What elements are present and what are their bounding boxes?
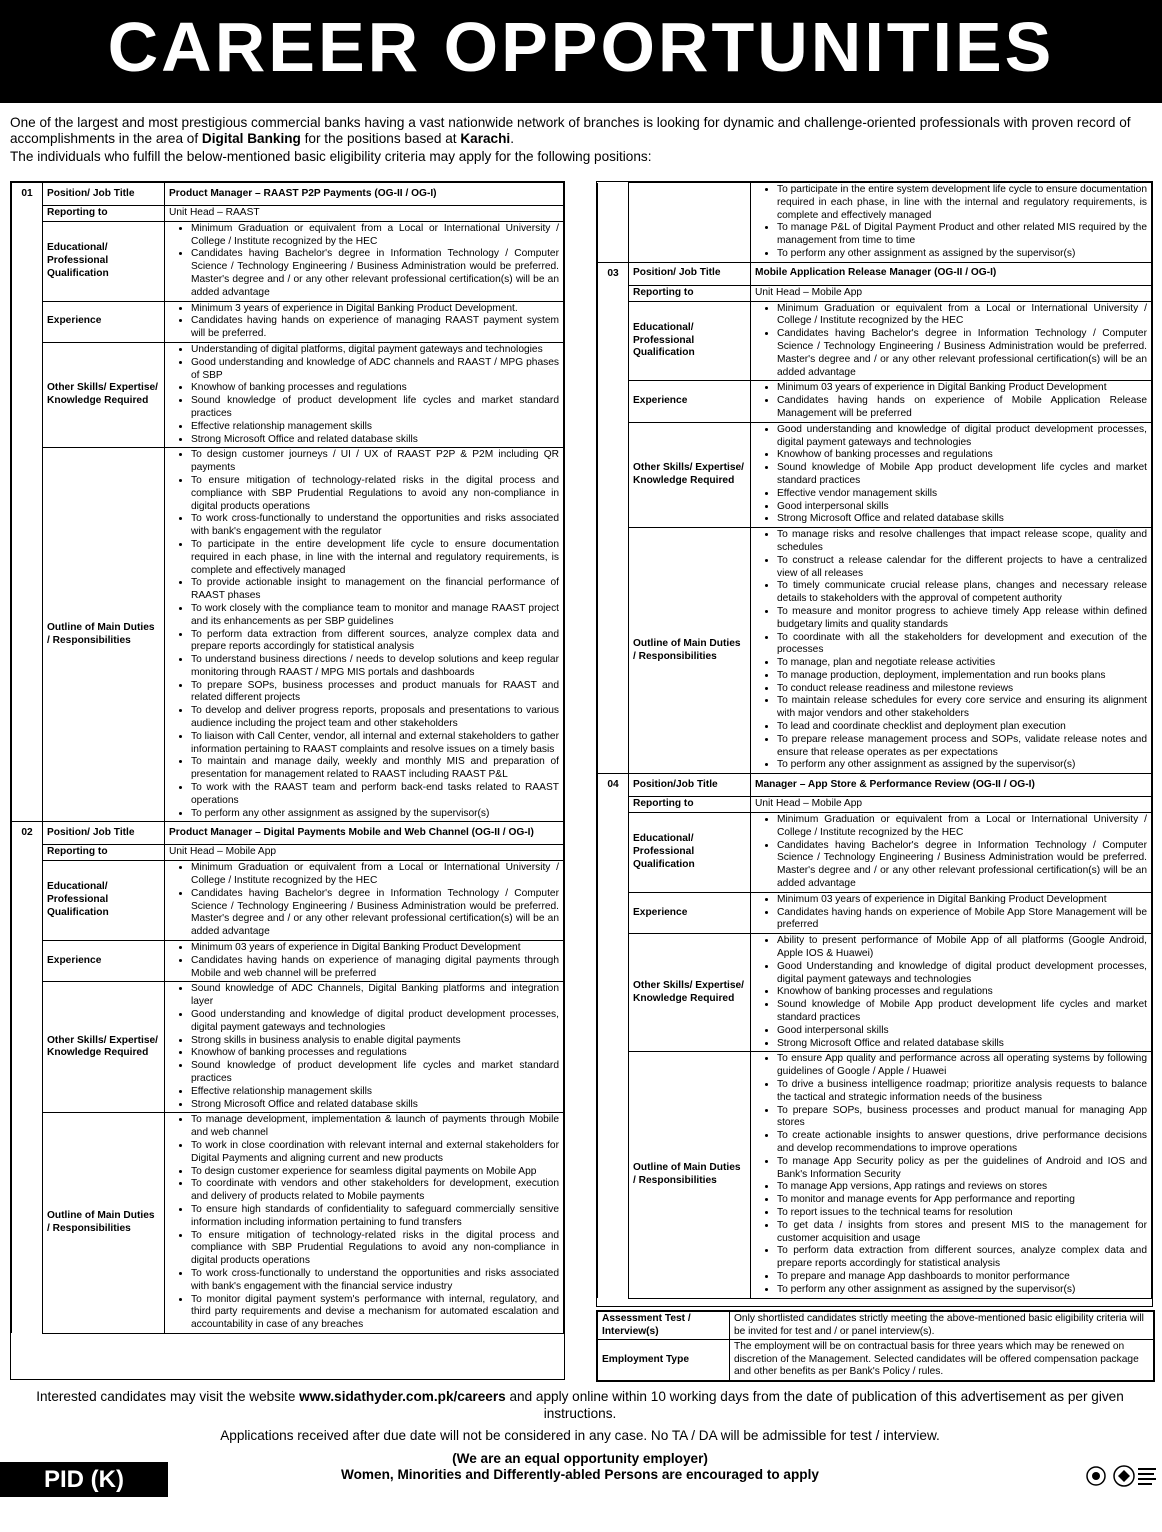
- duty-item: • To understand business directions / needs to develop solutions and keep regular monitoring through RAAST / MPG MIS portals and dashboards: [191, 654, 559, 680]
- experience-row: [598, 892, 1152, 933]
- reporting-label: Reporting to: [43, 206, 165, 222]
- skills-content: [165, 342, 564, 447]
- duty-item: • To maintain and manage daily, weekly and monthly MIS and preparation of presentation for management related to RAAST including RAAST P&L: [191, 756, 559, 782]
- apply-text-a: Interested candidates may visit the website: [36, 1389, 300, 1404]
- duty-item: • To maintain release schedules for every core service and ensuring its alignment with major vendors and other stakeholders: [777, 695, 1147, 721]
- reporting-content: [751, 797, 1152, 813]
- education-item: • Minimum Graduation or equivalent from a Local or International University / College / Institute recognized by the HEC: [777, 814, 1147, 840]
- duties-continuation-row: [598, 183, 1152, 263]
- skill-item: • Knowhow of banking processes and regulations: [777, 449, 1147, 462]
- reporting-to-value: Unit Head – RAAST: [169, 207, 260, 218]
- experience-item: • Candidates having hands on experience of managing digital payments through Mobile and web channel will be preferred: [191, 955, 559, 981]
- education-content: [165, 221, 564, 301]
- row-spacer: [598, 422, 629, 527]
- duty-item: • To report issues to the technical teams for resolution: [777, 1207, 1147, 1220]
- row-spacer: [598, 892, 629, 933]
- duty-item: • To manage App versions, App ratings and reviews on stores: [777, 1181, 1147, 1194]
- duty-item: • To ensure App quality and performance across all operating systems by following guidelines of Google / Apple / Huawei: [777, 1053, 1147, 1079]
- apply-text-b: and apply online within 10 working days from the date of publication of this advertisement as per given instructions.: [505, 1389, 1124, 1421]
- row-spacer: [12, 342, 43, 447]
- experience-row: [12, 301, 564, 342]
- experience-label: Experience: [629, 892, 751, 933]
- duty-item: • To construct a release calendar for the different projects to have a centralized view of all releases: [777, 555, 1147, 581]
- row-spacer: [12, 845, 43, 861]
- position-number: 03: [598, 262, 629, 285]
- experience-row: [598, 381, 1152, 422]
- experience-content: [165, 941, 564, 982]
- employment-row: [598, 1340, 1154, 1381]
- skills-label: Other Skills/ Expertise/ Knowledge Required: [629, 934, 751, 1052]
- experience-item: • Minimum 3 years of experience in Digital Banking Product Development.: [191, 303, 559, 316]
- education-item: • Minimum Graduation or equivalent from a Local or International University / College / Institute recognized by the HEC: [191, 223, 559, 249]
- education-item: • Candidates having Bachelor's degree in Information Technology / Computer Science / Technology Engineering / Business Administration would be preferred. Master's degree and / or any other relevant professional certification(s) will be an added advantage: [777, 328, 1147, 379]
- row-spacer: [598, 381, 629, 422]
- duty-item: • To participate in the entire development life cycle to ensure documentation required in each phase, in line with the internal and regulatory requirements, is complete and effectively managed: [191, 539, 559, 577]
- education-row: [598, 813, 1152, 893]
- position-title: Product Manager – RAAST P2P Payments (OG-II / OG-I): [165, 183, 564, 206]
- skill-list: [755, 424, 1147, 526]
- duty-item: • To manage App Security policy as per the guidelines of Android and IOS and Bank's Information Security: [777, 1156, 1147, 1182]
- position-title: Mobile Application Release Manager (OG-II / OG-I): [751, 262, 1152, 285]
- education-list: [169, 223, 559, 300]
- duty-item: • To design customer experience for seamless digital payments on Mobile App: [191, 1166, 559, 1179]
- intro-text-a: One of the largest and most prestigious commercial banks having a vast nationwide network of branches is looking for dynamic and challenge-oriented professionals with proven record of accomplishments in the area of: [10, 115, 1131, 146]
- duty-item: • To monitor digital payment system's performance with internal, regulatory, and third party requirements and devise a mechanism for automated escalation and accountability in case of any breaches: [191, 1294, 559, 1332]
- skill-list: [169, 983, 559, 1111]
- duty-item: • To ensure mitigation of technology-related risks in the digital process and compliance with SBP Prudential Regulations to avoid any non-compliance in digital products operations: [191, 475, 559, 513]
- experience-list: [169, 303, 559, 341]
- duty-item: • To lead and coordinate checklist and deployment plan execution: [777, 721, 1147, 734]
- skill-item: • Ability to present performance of Mobile App of all platforms (Google Android, Apple IOS & Huawei): [777, 935, 1147, 961]
- experience-list: [755, 382, 1147, 420]
- skill-item: • Sound knowledge of Mobile App product development life cycles and market standard practices: [777, 462, 1147, 488]
- intro-eligibility: The individuals who fulfill the below-mentioned basic eligibility criteria may apply for the following positions:: [10, 149, 652, 164]
- duties-label: Outline of Main Duties / Responsibilities: [629, 528, 751, 774]
- position-label: Position/Job Title: [629, 774, 751, 797]
- education-content: [751, 301, 1152, 381]
- reporting-row: [12, 206, 564, 222]
- row-spacer: [598, 1052, 629, 1298]
- row-spacer: [12, 861, 43, 941]
- duty-item: • To get data / insights from stores and present MIS to the management for customer acquisition and usage: [777, 1220, 1147, 1246]
- education-item: • Candidates having Bachelor's degree in Information Technology / Computer Science / Technology Engineering / Business Administration would be preferred. Master's degree and / or any other relevant professional certification(s) will be an added advantage: [191, 248, 559, 299]
- pid-badge: PID (K) 2070/22: [0, 1462, 168, 1497]
- duty-item: • To timely communicate crucial release plans, changes and necessary release details to stakeholders with the approval of competent authority: [777, 580, 1147, 606]
- position-label: Position/ Job Title: [43, 183, 165, 206]
- duty-item: • To work with the RAAST team and perform back-end tasks related to RAAST operations: [191, 782, 559, 808]
- reporting-label: Reporting to: [43, 845, 165, 861]
- duties-label: Outline of Main Duties / Responsibilities: [43, 1113, 165, 1334]
- row-spacer: [598, 183, 629, 263]
- duty-item: • To manage production, deployment, implementation and run books plans: [777, 670, 1147, 683]
- duty-item: • To prepare SOPs, business processes and product manuals for RAAST and related different projects: [191, 680, 559, 706]
- apply-instructions: [20, 1388, 1140, 1422]
- education-list: [755, 814, 1147, 891]
- right-column: [596, 181, 1153, 1307]
- skill-item: • Sound knowledge of product development life cycles and market standard practices: [191, 395, 559, 421]
- duty-item: • To perform data extraction from different sources, analyze complex data and prepare reports accordingly for statistical analysis: [777, 1245, 1147, 1271]
- reporting-label: Reporting to: [629, 285, 751, 301]
- position-header-row: [12, 822, 564, 845]
- duty-item: • To prepare and manage App dashboards to monitor performance: [777, 1271, 1147, 1284]
- assessment-text: Only shortlisted candidates strictly meeting the above-mentioned basic eligibility criteria will be invited for test and / or panel interview(s).: [730, 1312, 1154, 1340]
- equal-opportunity: (We are an equal opportunity employer): [452, 1451, 708, 1466]
- skill-item: • Strong skills in business analysis to enable digital payments: [191, 1035, 559, 1048]
- intro-text-c: .: [510, 131, 514, 146]
- skills-label: Other Skills/ Expertise/ Knowledge Required: [43, 982, 165, 1113]
- duty-item: • To prepare SOPs, business processes and product manual for managing App stores: [777, 1105, 1147, 1131]
- position-title: Manager – App Store & Performance Review (OG-II / OG-I): [751, 774, 1152, 797]
- skill-item: • Effective vendor management skills: [777, 488, 1147, 501]
- row-spacer: [598, 528, 629, 774]
- reporting-row: [598, 797, 1152, 813]
- row-spacer: [598, 301, 629, 381]
- reporting-to-value: Unit Head – Mobile App: [755, 798, 863, 810]
- education-content: [165, 861, 564, 941]
- row-spacer: [12, 982, 43, 1113]
- duties-continuation-content: [751, 183, 1152, 263]
- experience-label: Experience: [43, 301, 165, 342]
- skill-item: • Knowhow of banking processes and regulations: [191, 1047, 559, 1060]
- duty-item: • To perform any other assignment as assigned by the supervisor(s): [191, 808, 559, 821]
- employment-text: The employment will be on contractual basis for three years which may be renewed on discretion of the Management. Selected candidates will be offered compensation package and other benefits as per Bank's Policy / rules.: [730, 1340, 1154, 1381]
- skill-item: • Effective relationship management skills: [191, 421, 559, 434]
- duty-item: • To perform any other assignment as assigned by the supervisor(s): [777, 1284, 1147, 1297]
- duty-item: • To perform any other assignment as assigned by the supervisor(s): [777, 248, 1147, 261]
- continuation-spacer: [629, 183, 751, 263]
- skills-row: [598, 934, 1152, 1052]
- duties-label: Outline of Main Duties / Responsibilities: [629, 1052, 751, 1298]
- row-spacer: [12, 301, 43, 342]
- experience-item: • Minimum 03 years of experience in Digital Banking Product Development: [777, 894, 1147, 907]
- duties-content: [751, 528, 1152, 774]
- row-spacer: [12, 1113, 43, 1334]
- duty-item: • To create actionable insights to answer questions, drive performance decisions and develop recommendations to improve operations: [777, 1130, 1147, 1156]
- duty-item: • To participate in the entire system development life cycle to ensure documentation required in each phase, in line with the internal and regulatory requirements, is complete and effectively managed: [777, 184, 1147, 222]
- experience-item: • Minimum 03 years of experience in Digital Banking Product Development: [777, 382, 1147, 395]
- left-column: [10, 181, 565, 1380]
- duty-item: • To perform data extraction from different sources, analyze complex data and prepare reports accordingly for statistical analysis: [191, 629, 559, 655]
- duty-item: • To liaison with Call Center, vendor, all internal and external stakeholders to gather information pertaining to RAAST complaints and resolve issues on a timely basis: [191, 731, 559, 757]
- row-spacer: [12, 941, 43, 982]
- due-date-note: Applications received after due date will not be considered in any case. No TA / DA will be admissible for test / interview.: [220, 1428, 940, 1443]
- skill-list: [169, 344, 559, 446]
- position-header-row: [12, 183, 564, 206]
- experience-item: • Candidates having hands on experience of Mobile App Store Management will be preferred: [777, 907, 1147, 933]
- skill-item: • Sound knowledge of Mobile App product development life cycles and market standard practices: [777, 999, 1147, 1025]
- page-title: CAREER OPPORTUNITIES: [0, 0, 1162, 103]
- position-title: Product Manager – Digital Payments Mobile and Web Channel (OG-II / OG-I): [165, 822, 564, 845]
- duty-item: • To monitor and manage events for App performance and reporting: [777, 1194, 1147, 1207]
- duty-item: • To coordinate with all the stakeholders for development and execution of the processes: [777, 632, 1147, 658]
- skill-list: [755, 935, 1147, 1050]
- education-row: [12, 861, 564, 941]
- row-spacer: [12, 206, 43, 222]
- skills-row: [12, 982, 564, 1113]
- duty-item: • To work cross-functionally to understand the opportunities and risks associated with bank's engagement with the financial service industry: [191, 1268, 559, 1294]
- experience-list: [755, 894, 1147, 932]
- skill-item: • Good interpersonal skills: [777, 1025, 1147, 1038]
- skills-label: Other Skills/ Expertise/ Knowledge Required: [629, 422, 751, 527]
- skill-item: • Understanding of digital platforms, digital payment gateways and technologies: [191, 344, 559, 357]
- education-content: [751, 813, 1152, 893]
- intro-location: Karachi: [460, 131, 511, 146]
- reporting-content: [165, 206, 564, 222]
- skills-row: [598, 422, 1152, 527]
- duties-content: [165, 448, 564, 822]
- duties-content: [751, 1052, 1152, 1298]
- skill-item: • Strong Microsoft Office and related database skills: [191, 1099, 559, 1112]
- education-item: • Candidates having Bachelor's degree in Information Technology / Computer Science / Technology Engineering / Business Administration would be preferred. Master's degree and / or any other relevant professional certification(s) will be an added advantage: [191, 888, 559, 939]
- education-label: Educational/ Professional Qualification: [43, 861, 165, 941]
- publisher-logo-icon: [1080, 1460, 1158, 1492]
- duties-content: [165, 1113, 564, 1334]
- row-spacer: [598, 797, 629, 813]
- duty-item: • To coordinate with vendors and other stakeholders for development, execution and delivery of products related to Mobile payments: [191, 1178, 559, 1204]
- row-spacer: [598, 813, 629, 893]
- position-label: Position/ Job Title: [629, 262, 751, 285]
- duty-item: • To provide actionable insight to management on the financial performance of RAAST phases: [191, 577, 559, 603]
- duty-item: • To manage development, implementation & launch of payments through Mobile and web channel: [191, 1114, 559, 1140]
- education-item: • Minimum Graduation or equivalent from a Local or International University / College / Institute recognized by the HEC: [777, 303, 1147, 329]
- position-number: 02: [12, 822, 43, 845]
- employment-label: Employment Type: [598, 1340, 730, 1381]
- experience-content: [751, 381, 1152, 422]
- duties-row: [598, 1052, 1152, 1298]
- assessment-table: [596, 1310, 1155, 1382]
- position-number: 01: [12, 183, 43, 206]
- skills-content: [165, 982, 564, 1113]
- skill-item: • Sound knowledge of product development life cycles and market standard practices: [191, 1060, 559, 1086]
- position-label: Position/ Job Title: [43, 822, 165, 845]
- skill-item: • Knowhow of banking processes and regulations: [191, 382, 559, 395]
- assessment-row: [598, 1312, 1154, 1340]
- careers-link[interactable]: www.sidathyder.com.pk/careers: [299, 1389, 506, 1404]
- duties-row: [12, 1113, 564, 1334]
- row-spacer: [598, 285, 629, 301]
- reporting-content: [165, 845, 564, 861]
- education-row: [12, 221, 564, 301]
- duty-list: [169, 449, 559, 820]
- reporting-content: [751, 285, 1152, 301]
- skill-item: • Strong Microsoft Office and related database skills: [191, 434, 559, 447]
- intro-digital-banking: Digital Banking: [201, 131, 301, 146]
- duty-item: • To work cross-functionally to understand the opportunities and risks associated with bank's engagement with the regulator: [191, 513, 559, 539]
- encouragement: Women, Minorities and Differently-abled Persons are encouraged to apply: [341, 1467, 819, 1482]
- duty-item: • To drive a business intelligence roadmap; prioritize analysis requests to balance the tactical and strategic information needs of the business: [777, 1079, 1147, 1105]
- positions-table-right: [597, 182, 1152, 1299]
- row-spacer: [12, 221, 43, 301]
- duty-item: • To manage risks and resolve challenges that impact release scope, quality and schedules: [777, 529, 1147, 555]
- skills-label: Other Skills/ Expertise/ Knowledge Required: [43, 342, 165, 447]
- duty-item: • To ensure mitigation of technology-related risks in the digital process and compliance with SBP Prudential Regulations to avoid any non-compliance in digital products operations: [191, 1230, 559, 1268]
- duty-item: • To measure and monitor progress to achieve timely App release within defined budgetary limits and quality standards: [777, 606, 1147, 632]
- duty-item: • To manage, plan and negotiate release activities: [777, 657, 1147, 670]
- positions-table-left: [11, 182, 564, 1334]
- experience-item: • Candidates having hands on experience of Mobile Application Release Management will be preferred: [777, 395, 1147, 421]
- experience-content: [751, 892, 1152, 933]
- duties-row: [598, 528, 1152, 774]
- skill-item: • Good Understanding and knowledge of digital product development processes, digital payment gateways and technologies: [777, 961, 1147, 987]
- education-row: [598, 301, 1152, 381]
- education-label: Educational/ Professional Qualification: [629, 813, 751, 893]
- experience-content: [165, 301, 564, 342]
- duty-list: [755, 1053, 1147, 1296]
- reporting-to-value: Unit Head – Mobile App: [169, 846, 277, 858]
- skill-item: • Good understanding and knowledge of digital product development processes, digital payment gateways and technologies: [777, 424, 1147, 450]
- duty-item: • To work in close coordination with relevant internal and external stakeholders for Digital Payments and aligning current and new products: [191, 1140, 559, 1166]
- skill-item: • Strong Microsoft Office and related database skills: [777, 513, 1147, 526]
- education-item: • Candidates having Bachelor's degree in Information Technology / Computer Science / Technology Engineering / Business Administration would be preferred. Master's degree and / or any other relevant professional certification(s) will be an added advantage: [777, 840, 1147, 891]
- duty-item: • To conduct release readiness and milestone reviews: [777, 683, 1147, 696]
- skills-row: [12, 342, 564, 447]
- duties-row: [12, 448, 564, 822]
- duty-item: • To design customer journeys / UI / UX of RAAST P2P & P2M including QR payments: [191, 449, 559, 475]
- experience-item: • Candidates having hands on experience of managing RAAST payment system will be preferred.: [191, 315, 559, 341]
- reporting-to-value: Unit Head – Mobile App: [755, 286, 863, 298]
- duty-item: • To develop and deliver progress reports, proposals and presentations to various audience including the project team and other stakeholders: [191, 705, 559, 731]
- position-header-row: [598, 262, 1152, 285]
- duty-item: • To ensure high standards of confidentiality to safeguard commercially sensitive information including information pertaining to fund transfers: [191, 1204, 559, 1230]
- education-label: Educational/ Professional Qualification: [629, 301, 751, 381]
- intro-text-b: for the positions based at: [300, 131, 461, 146]
- reporting-row: [12, 845, 564, 861]
- education-item: • Minimum Graduation or equivalent from a Local or International University / College / Institute recognized by the HEC: [191, 862, 559, 888]
- duty-item: • To perform any other assignment as assigned by the supervisor(s): [777, 759, 1147, 772]
- intro-paragraph: [10, 115, 1150, 147]
- assessment-label: Assessment Test / Interview(s): [598, 1312, 730, 1340]
- skill-item: • Knowhow of banking processes and regulations: [777, 986, 1147, 999]
- skills-content: [751, 422, 1152, 527]
- skill-item: • Strong Microsoft Office and related database skills: [777, 1038, 1147, 1051]
- skill-item: • Good interpersonal skills: [777, 501, 1147, 514]
- skill-item: • Sound knowledge of ADC Channels, Digital Banking platforms and integration layer: [191, 983, 559, 1009]
- duty-item: • To prepare release management process and SOPs, validate release notes and ensure that release operates as per expectations: [777, 734, 1147, 760]
- duty-item: • To work closely with the compliance team to monitor and manage RAAST project and its enhancements as per SBP guidelines: [191, 603, 559, 629]
- duty-list: [755, 184, 1147, 261]
- experience-item: • Minimum 03 years of experience in Digital Banking Product Development: [191, 942, 559, 955]
- row-spacer: [12, 448, 43, 822]
- reporting-label: Reporting to: [629, 797, 751, 813]
- reporting-row: [598, 285, 1152, 301]
- experience-label: Experience: [629, 381, 751, 422]
- duty-list: [169, 1114, 559, 1332]
- duty-item: • To manage P&L of Digital Payment Product and other related MIS required by the management from time to time: [777, 222, 1147, 248]
- row-spacer: [598, 934, 629, 1052]
- experience-list: [169, 942, 559, 980]
- experience-row: [12, 941, 564, 982]
- intro-text: [10, 115, 1150, 165]
- skill-item: • Good understanding and knowledge of digital product development processes, digital payment gateways and technologies: [191, 1009, 559, 1035]
- position-header-row: [598, 774, 1152, 797]
- skill-item: • Effective relationship management skills: [191, 1086, 559, 1099]
- experience-label: Experience: [43, 941, 165, 982]
- position-number: 04: [598, 774, 629, 797]
- duties-label: Outline of Main Duties / Responsibilities: [43, 448, 165, 822]
- skills-content: [751, 934, 1152, 1052]
- education-list: [169, 862, 559, 939]
- skill-item: • Good understanding and knowledge of ADC channels and RAAST / MPG phases of SBP: [191, 357, 559, 383]
- education-list: [755, 303, 1147, 380]
- education-label: Educational/ Professional Qualification: [43, 221, 165, 301]
- duty-list: [755, 529, 1147, 772]
